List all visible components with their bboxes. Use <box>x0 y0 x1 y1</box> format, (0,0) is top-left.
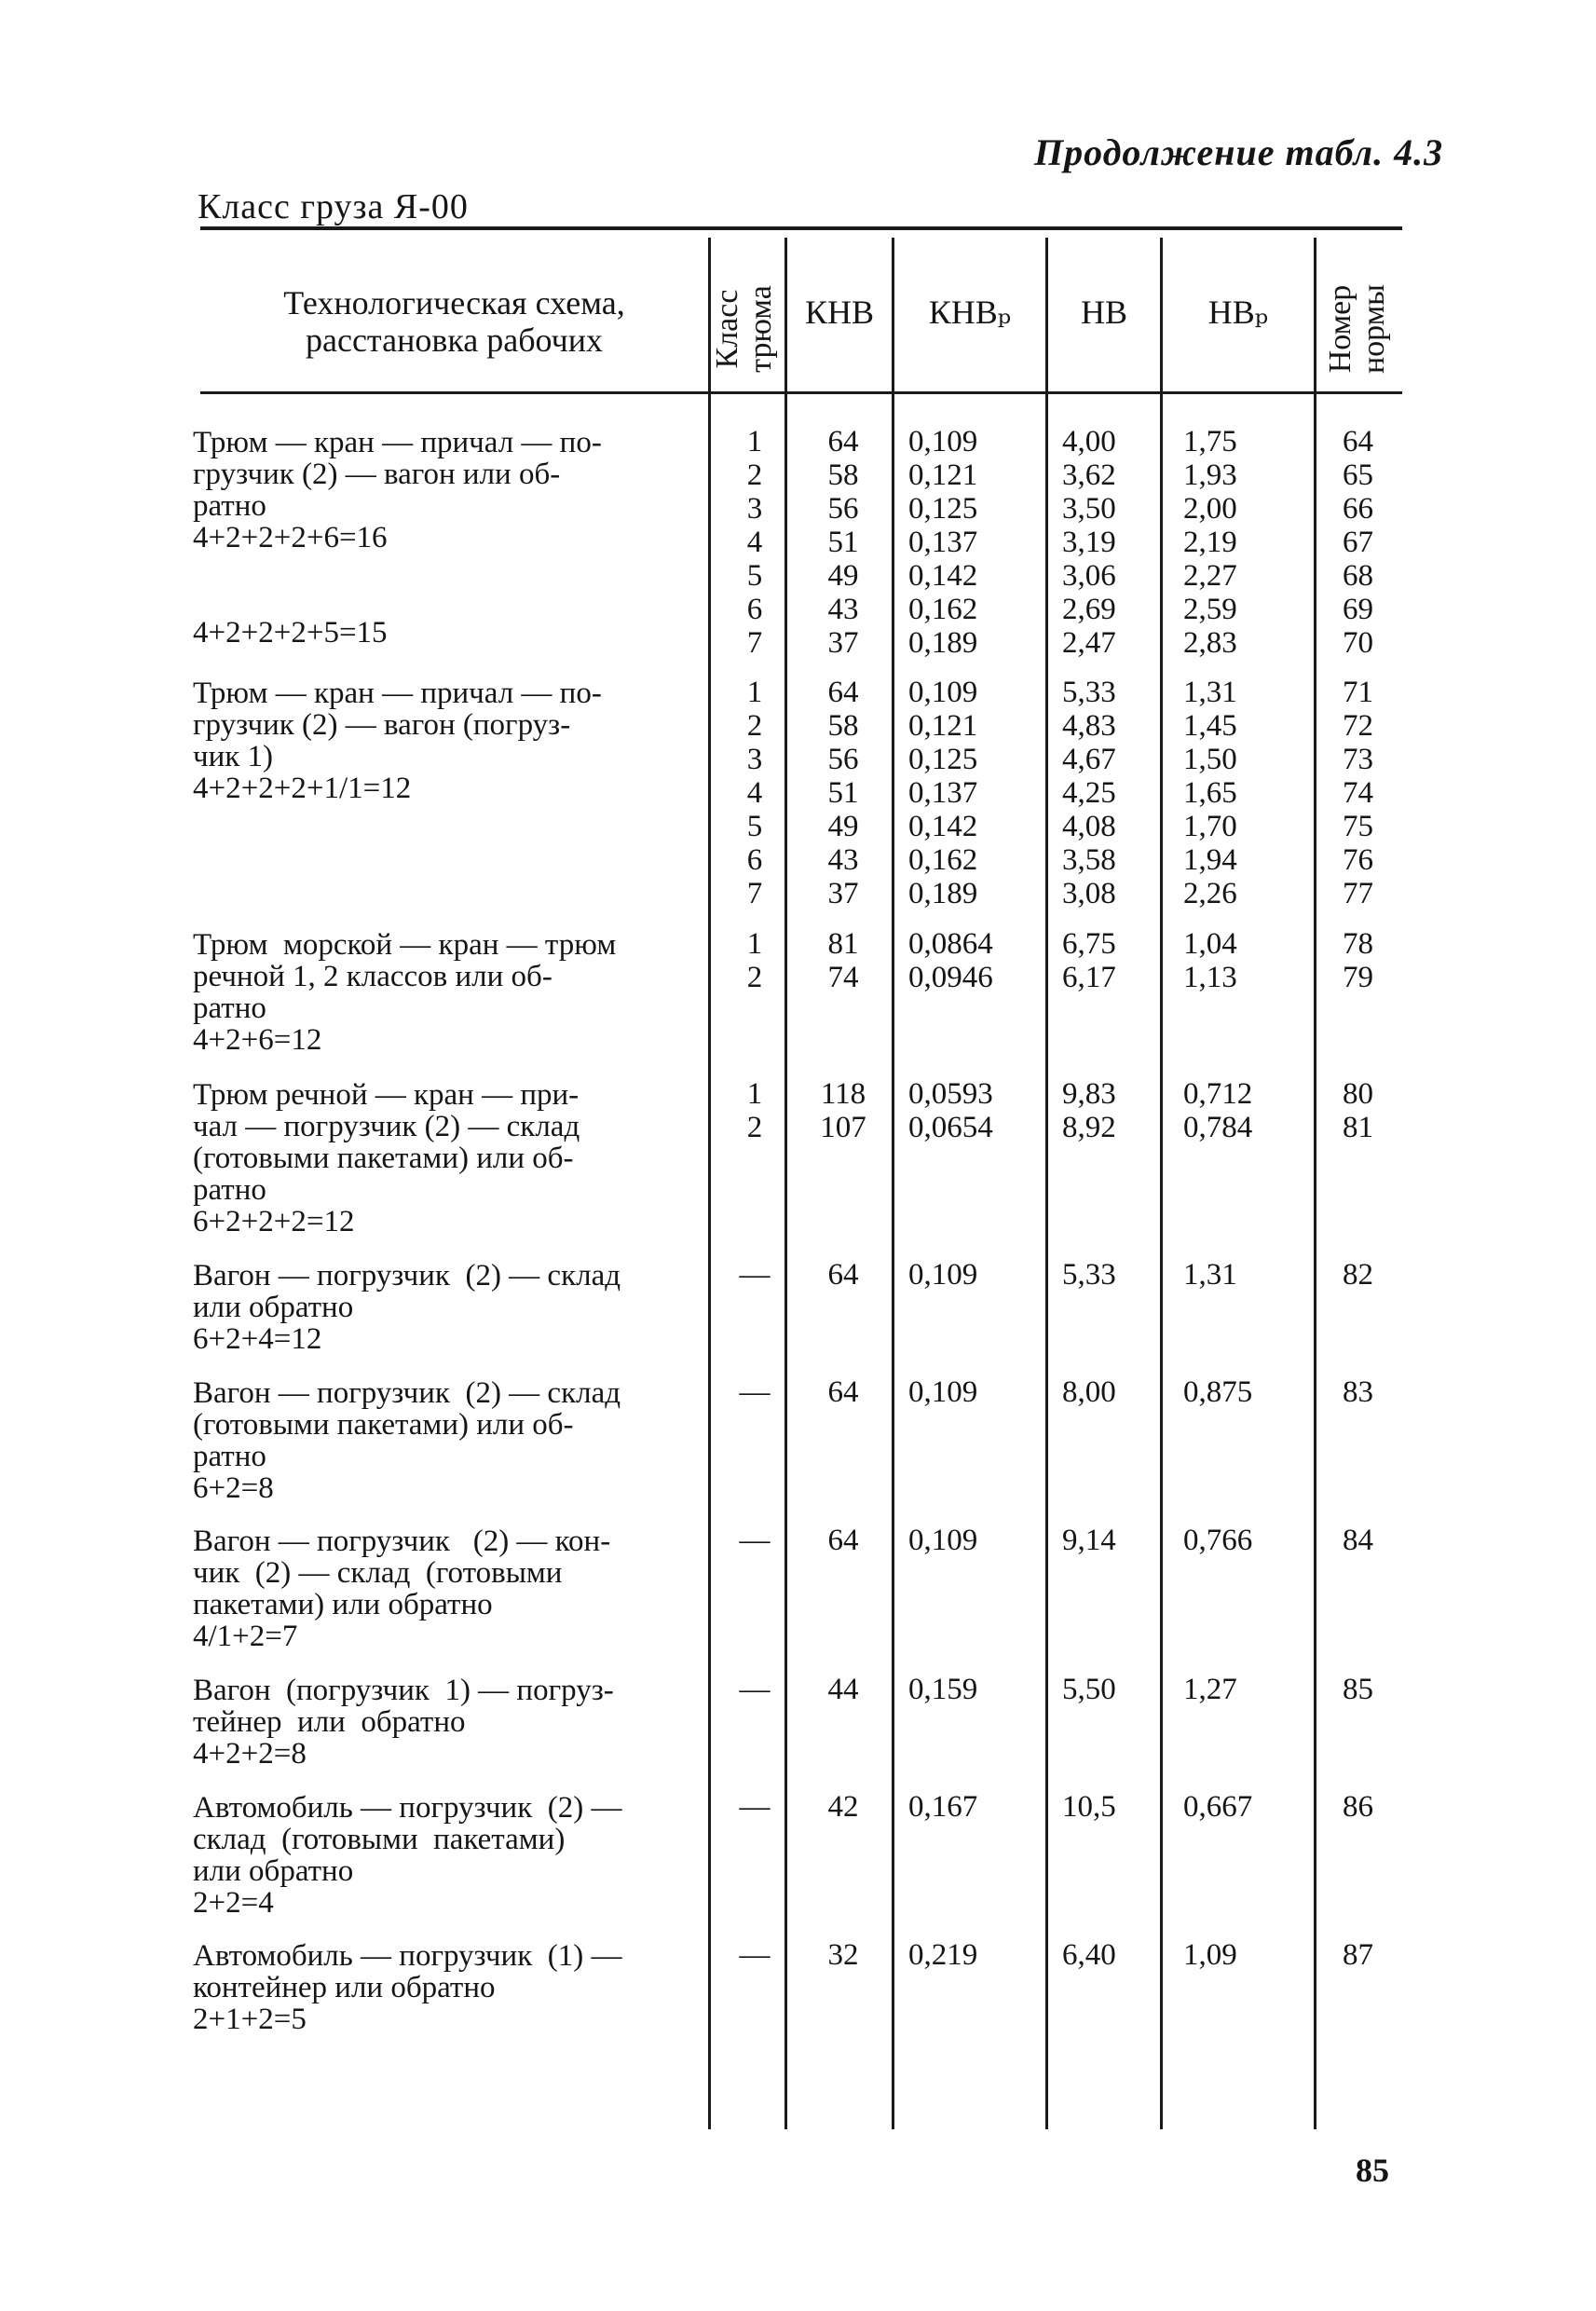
table-top-rule <box>200 226 1402 230</box>
table-row-scheme: Трюм морской — кран — трюм речной 1, 2 классов или об- ратно 4+2+6=12 <box>193 928 617 1057</box>
table-row-scheme: Автомобиль — погрузчик (2) — склад (готовыми пакетами) или обратно 2+2=4 <box>193 1791 622 1920</box>
table-row-nv: 6,75 6,17 <box>1062 927 1116 994</box>
table-row-norm: 85 <box>1343 1673 1373 1706</box>
table-row-hold: 1 2 <box>746 1077 763 1144</box>
table-row-hold: — <box>739 1375 771 1409</box>
table-row-norm: 86 <box>1343 1790 1373 1824</box>
table-row-knv: 64 <box>827 1524 859 1557</box>
table-row-knv: 64 <box>827 1258 859 1292</box>
table-row-nv-r: 1,31 <box>1183 1258 1237 1292</box>
table-row-scheme: Вагон — погрузчик (2) — склад или обратно 6+2+4=12 <box>193 1259 621 1356</box>
table-row-knv-r: 0,109 0,121 0,125 0,137 0,142 0,162 0,189 <box>908 425 978 660</box>
table-row-knv: 32 <box>827 1938 859 1972</box>
table-row-knv-r: 0,109 0,121 0,125 0,137 0,142 0,162 0,189 <box>908 676 978 910</box>
table-row-knv-r: 0,219 <box>908 1938 978 1972</box>
table-row-norm: 71 72 73 74 75 76 77 <box>1343 676 1373 910</box>
header-knv: КНВ <box>804 294 875 331</box>
table-row-nv-r: 0,875 <box>1183 1375 1253 1409</box>
header-nv-r: НВₚ <box>1207 294 1269 331</box>
table-row-knv-r: 0,109 <box>908 1524 978 1557</box>
table-row-knv: 64 <box>827 1375 859 1409</box>
table-row-knv-r: 0,167 <box>908 1790 978 1824</box>
table-row-knv: 118 107 <box>820 1077 866 1144</box>
table-row-scheme: Вагон (погрузчик 1) — погруз- тейнер или обратно 4+2+2=8 <box>193 1674 614 1771</box>
column-divider <box>892 238 894 2129</box>
table-row-nv: 10,5 <box>1062 1790 1116 1824</box>
table-row-knv-r: 0,0864 0,0946 <box>908 927 993 994</box>
table-row-nv-r: 1,27 <box>1183 1673 1237 1706</box>
table-row-norm: 64 65 66 67 68 69 70 <box>1343 425 1373 660</box>
table-row-norm: 87 <box>1343 1938 1373 1972</box>
cargo-class-label: Класс груза Я-00 <box>198 187 469 226</box>
table-row-scheme: Трюм речной — кран — при- чал — погрузчик (2) — склад (готовыми пакетами) или об- ратно 6+2+2+2=12 <box>193 1078 580 1238</box>
table-row-norm: 78 79 <box>1343 927 1373 994</box>
header-norm-number: Номер нормы <box>1323 283 1391 375</box>
table-row-knv: 81 74 <box>827 927 859 994</box>
header-hold-class: Класс трюма <box>710 285 778 373</box>
table-row-nv: 6,40 <box>1062 1938 1116 1972</box>
table-row-nv: 9,83 8,92 <box>1062 1077 1116 1144</box>
table-row-knv-r: 0,159 <box>908 1673 978 1706</box>
table-row-hold: — <box>739 1673 771 1706</box>
table-row-scheme: Трюм — кран — причал — по- грузчик (2) — вагон или об- ратно 4+2+2+2+6=16 4+2+2+2+5=15 <box>193 426 602 650</box>
table-row-nv-r: 1,04 1,13 <box>1183 927 1237 994</box>
table-row-hold: — <box>739 1524 771 1557</box>
table-row-knv: 64 58 56 51 49 43 37 <box>827 425 859 660</box>
column-divider <box>708 238 711 2129</box>
table-row-nv-r: 1,31 1,45 1,50 1,65 1,70 1,94 2,26 <box>1183 676 1237 910</box>
table-row-knv-r: 0,109 <box>908 1375 978 1409</box>
table-row-hold: — <box>739 1938 771 1972</box>
table-row-nv-r: 0,712 0,784 <box>1183 1077 1253 1144</box>
table-row-nv-r: 0,766 <box>1183 1524 1253 1557</box>
table-row-nv: 8,00 <box>1062 1375 1116 1409</box>
header-scheme: Технологическая схема, расстановка рабочих <box>283 284 625 359</box>
table-row-scheme: Вагон — погрузчик (2) — склад (готовыми пакетами) или об- ратно 6+2=8 <box>193 1376 621 1505</box>
table-row-nv-r: 1,09 <box>1183 1938 1237 1972</box>
table-row-nv-r: 1,75 1,93 2,00 2,19 2,27 2,59 2,83 <box>1183 425 1237 660</box>
header-knv-r: КНВₚ <box>928 294 1012 331</box>
table-row-knv-r: 0,0593 0,0654 <box>908 1077 993 1144</box>
table-row-knv: 44 <box>827 1673 859 1706</box>
page-number: 85 <box>1356 2152 1389 2189</box>
table-row-scheme: Автомобиль — погрузчик (1) — контейнер или обратно 2+1+2=5 <box>193 1939 622 2036</box>
table-row-knv: 64 58 56 51 49 43 37 <box>827 676 859 910</box>
table-row-norm: 80 81 <box>1343 1077 1373 1144</box>
table-row-norm: 82 <box>1343 1258 1373 1292</box>
table-row-scheme: Трюм — кран — причал — по- грузчик (2) — вагон (погруз- чик 1) 4+2+2+2+1/1=12 <box>193 677 602 805</box>
table-row-norm: 84 <box>1343 1524 1373 1557</box>
table-row-hold: 1 2 <box>746 927 763 994</box>
table-row-nv: 5,50 <box>1062 1673 1116 1706</box>
column-divider <box>1314 238 1316 2129</box>
table-row-scheme: Вагон — погрузчик (2) — кон- чик (2) — склад (готовыми пакетами) или обратно 4/1+2=7 <box>193 1525 611 1653</box>
table-row-nv: 4,00 3,62 3,50 3,19 3,06 2,69 2,47 <box>1062 425 1116 660</box>
header-bottom-rule <box>200 391 1402 394</box>
table-row-hold: — <box>739 1790 771 1824</box>
table-row-norm: 83 <box>1343 1375 1373 1409</box>
table-row-nv: 9,14 <box>1062 1524 1116 1557</box>
table-row-hold: 1 2 3 4 5 6 7 <box>746 676 763 910</box>
header-nv: НВ <box>1080 294 1127 331</box>
table-row-hold: 1 2 3 4 5 6 7 <box>746 425 763 660</box>
table-continuation-caption: Продолжение табл. 4.3 <box>1034 131 1444 173</box>
table-row-knv-r: 0,109 <box>908 1258 978 1292</box>
table-row-hold: — <box>739 1258 771 1292</box>
table-row-nv: 5,33 4,83 4,67 4,25 4,08 3,58 3,08 <box>1062 676 1116 910</box>
table-row-nv: 5,33 <box>1062 1258 1116 1292</box>
table-row-knv: 42 <box>827 1790 859 1824</box>
table-row-nv-r: 0,667 <box>1183 1790 1253 1824</box>
column-divider <box>784 238 787 2129</box>
